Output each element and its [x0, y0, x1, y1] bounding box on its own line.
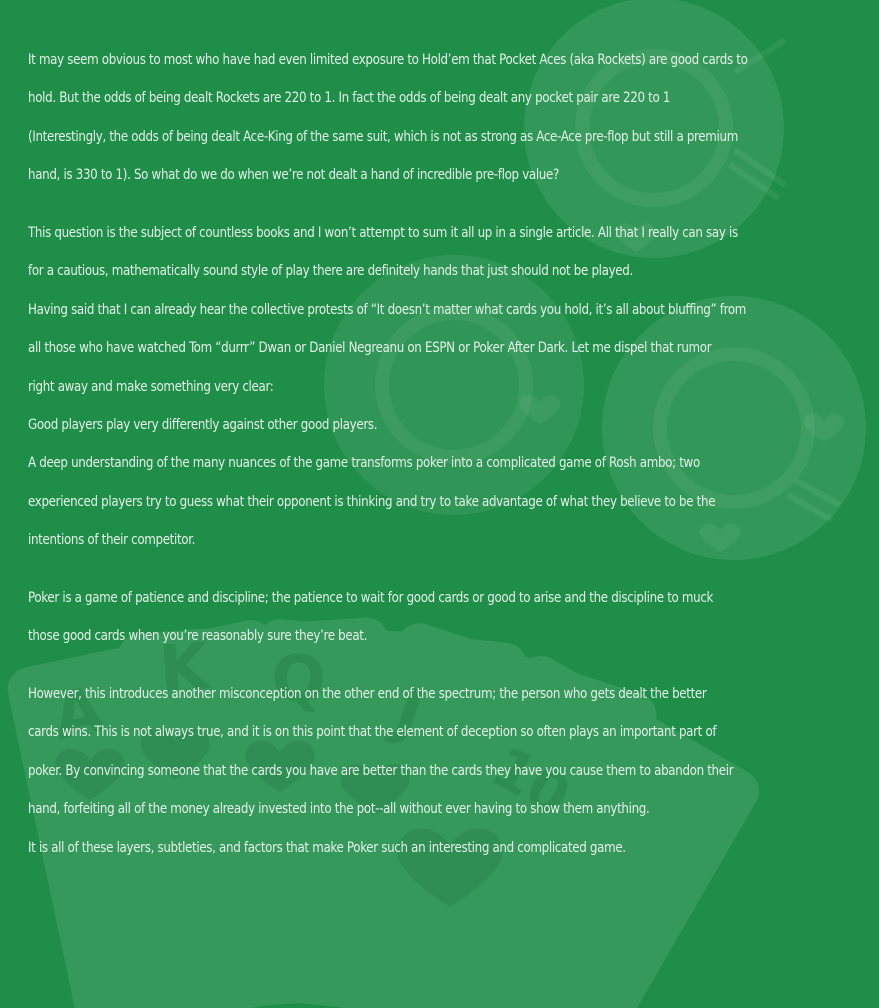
paragraph-line: However, this introduces another misconception on the other end of the spectrum; the person who gets dealt the better — [28, 686, 707, 703]
svg-text:A: A — [46, 672, 111, 756]
paragraph-line: poker. By convincing someone that the cards you have are better than the cards they have you cause them to abandon their — [28, 762, 734, 779]
paragraph-line: It is all of these layers, subtleties, and factors that make Poker such an interesting and complicated game. — [28, 839, 626, 856]
svg-text:10: 10 — [480, 734, 581, 830]
paragraph-line: hand, forfeiting all of the money already invested into the pot--all without ever having to show them anything. — [28, 801, 650, 818]
paragraph-line: those good cards when you’re reasonably sure they’re beat. — [28, 628, 368, 645]
paragraph-line: It may seem obvious to most who have had even limited exposure to Hold’em that Pocket Aces (aka Rockets) are good cards to — [28, 52, 748, 68]
paragraph-line: intentions of their competitor. — [28, 532, 196, 549]
paragraph-line: hand, is 330 to 1). So what do we do when we’re not dealt a hand of incredible pre-flop value? — [28, 167, 559, 184]
paragraph-line: all those who have watched Tom “durrr” Dwan or Daniel Negreanu on ESPN or Poker After Dark. Let me dispel that rumor — [28, 340, 712, 357]
svg-text:Q: Q — [267, 640, 330, 720]
paragraph-line: cards wins. This is not always true, and it is on this point that the element of deception so often plays an important part of — [28, 724, 717, 741]
paragraph-line: right away and make something very clear: — [28, 378, 274, 395]
paragraph-gap — [28, 195, 868, 214]
paragraph-gap — [28, 656, 868, 675]
paragraph-line: for a cautious, mathematically sound style of play there are definitely hands that just should not be played. — [28, 263, 633, 280]
svg-text:K: K — [156, 630, 212, 708]
svg-text:J: J — [386, 674, 432, 753]
paragraph-line: Poker is a game of patience and discipline; the patience to wait for good cards or good to arise and the discipline to muck — [28, 589, 714, 606]
paragraph-gap — [28, 559, 868, 578]
paragraph-line: This question is the subject of countless books and I won’t attempt to sum it all up in a single article. All that I really can say is — [28, 224, 738, 241]
paragraph-line: hold. But the odds of being dealt Rockets are 220 to 1. In fact the odds of being dealt any pocket pair are 220 to 1 — [28, 90, 671, 107]
paragraph-line: A deep understanding of the many nuances of the game transforms poker into a complicated game of Rosh ambo; two — [28, 455, 700, 472]
paragraph-line: Good players play very differently against other good players. — [28, 416, 378, 433]
paragraph-line: Having said that I can already hear the collective protests of “It doesn’t matter what cards you hold, it’s all about bluffing” from — [28, 301, 747, 318]
paragraph-line: (Interestingly, the odds of being dealt Ace-King of the same suit, which is not as strong as Ace-Ace pre-flop but still a premium — [28, 128, 738, 145]
article-body — [28, 41, 868, 867]
paragraph-line: experienced players try to guess what their opponent is thinking and try to take advantage of what they believe to be the — [28, 493, 716, 510]
